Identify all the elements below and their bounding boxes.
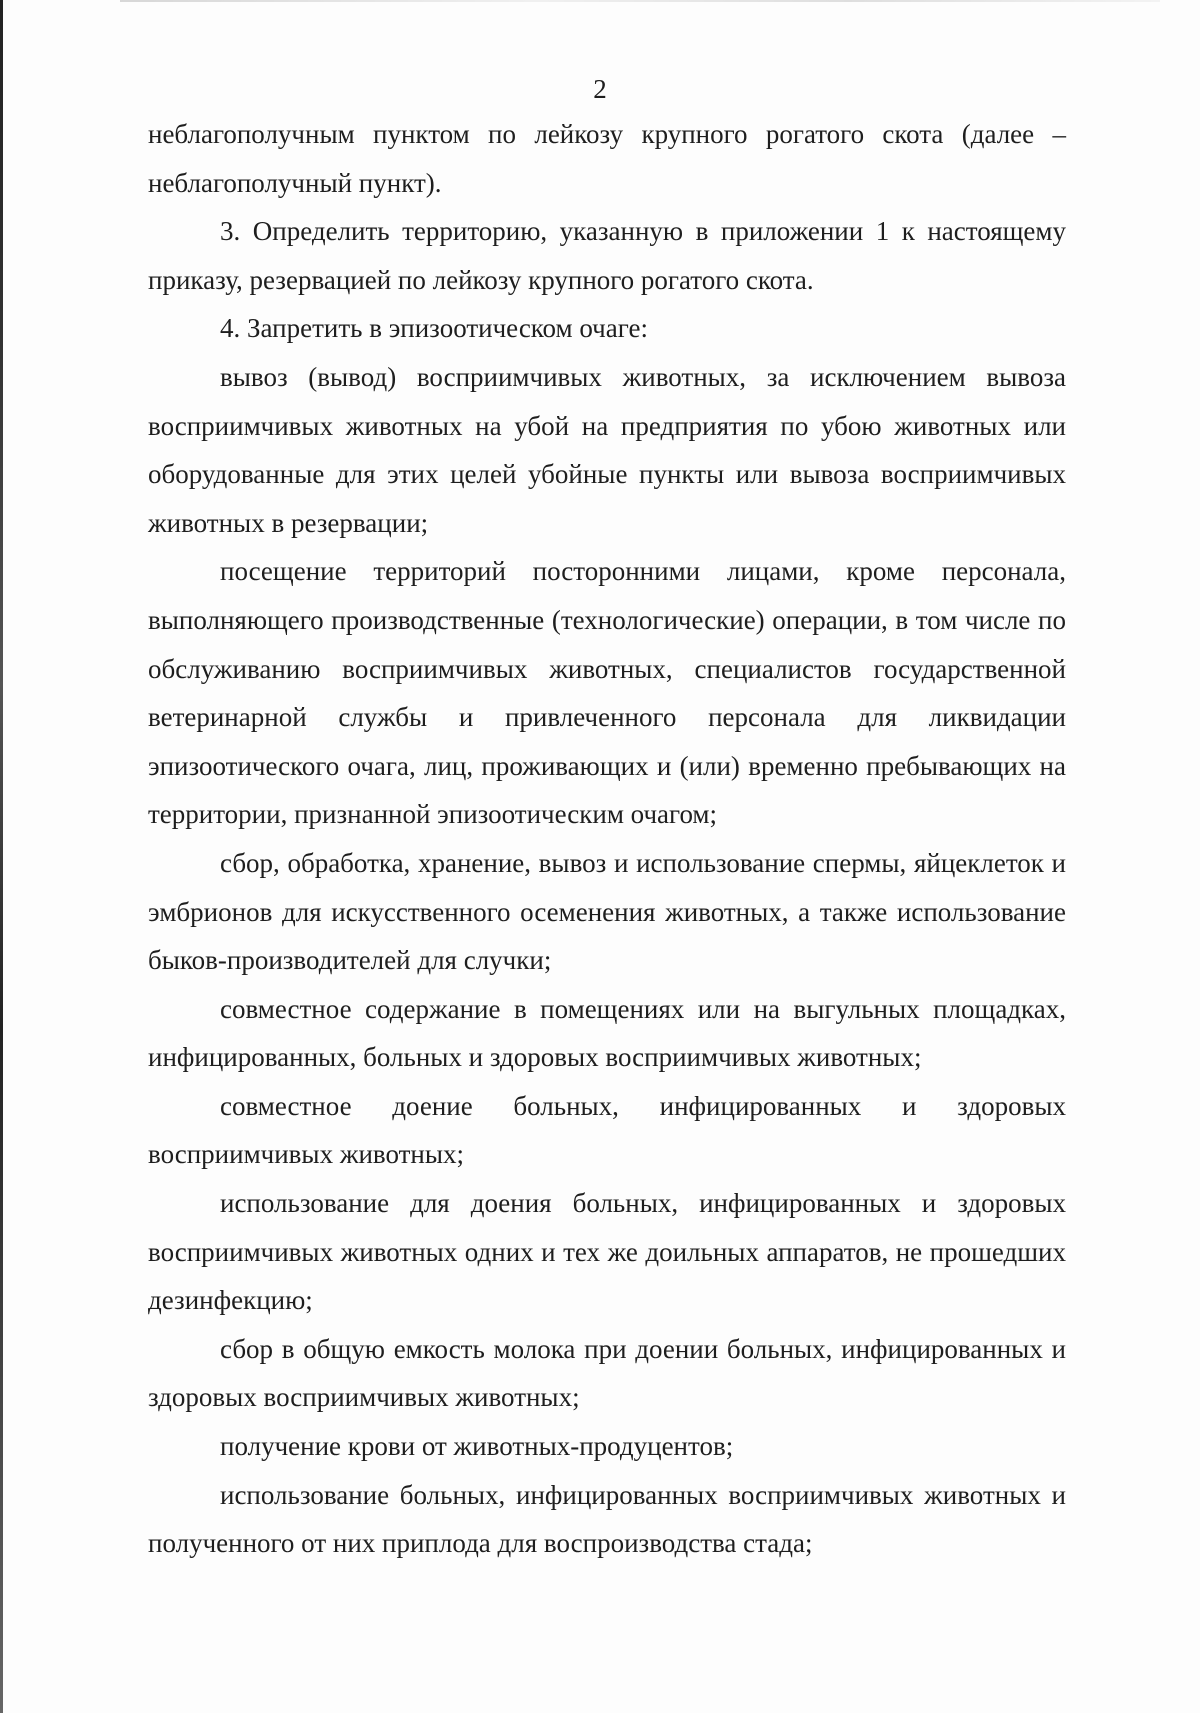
page-number: 2 [593,74,607,104]
paragraph-continuation: неблагополучным пунктом по лейкозу крупного рогатого скота (далее – неблагополучный пункт). [148,119,1066,198]
paragraph-ban-blood: получение крови от животных-продуцентов; [220,1431,734,1462]
scan-edge-left [0,0,3,1713]
document-body [148,110,1066,1568]
paragraph-ban-joint-milking: совместное доение больных, инфицированных и здоровых восприимчивых животных; [148,1090,1066,1170]
paragraph-ban-reproduction: использование больных, инфицированных восприимчивых животных и полученного от них приплода для воспроизводства стада; [148,1479,1066,1559]
scan-edge-top [120,0,1160,2]
paragraph-ban-milk-collection: сбор в общую емкость молока при доении больных, инфицированных и здоровых восприимчивых животных; [148,1333,1066,1413]
paragraph-item-4: 4. Запретить в эпизоотическом очаге: [220,313,648,344]
paragraph-ban-milking-devices: использование для доения больных, инфицированных и здоровых восприимчивых животных одних и тех же доильных аппаратов, не прошедших дезинфекцию; [148,1188,1066,1316]
paragraph-ban-visits: посещение территорий посторонними лицами, кроме персонала, выполняющего производственные (технологические) операции, в том числе по обслуживанию восприимчивых животных, специалистов государственной ветеринарной службы и привлеченного персонала для ликвидации эпизоотического очага, лиц, проживающих и (или) временно пребывающих на территории, признанной эпизоотическим очагом; [148,556,1066,830]
paragraph-ban-joint-keeping: совместное содержание в помещениях или на выгульных площадках, инфицированных, больных и здоровых восприимчивых животных; [148,993,1066,1073]
paragraph-ban-removal: вывоз (вывод) восприимчивых животных, за исключением вывоза восприимчивых животных на убой на предприятия по убою животных или оборудованные для этих целей убойные пункты или вывоза восприимчивых животных в резервации; [148,361,1066,538]
paragraph-item-3: 3. Определить территорию, указанную в приложении 1 к настоящему приказу, резервацией по лейкозу крупного рогатого скота. [148,216,1066,295]
paragraph-ban-semen: сбор, обработка, хранение, вывоз и использование спермы, яйцеклеток и эмбрионов для искусственного осеменения животных, а также использование быков-производителей для случки; [148,847,1066,976]
